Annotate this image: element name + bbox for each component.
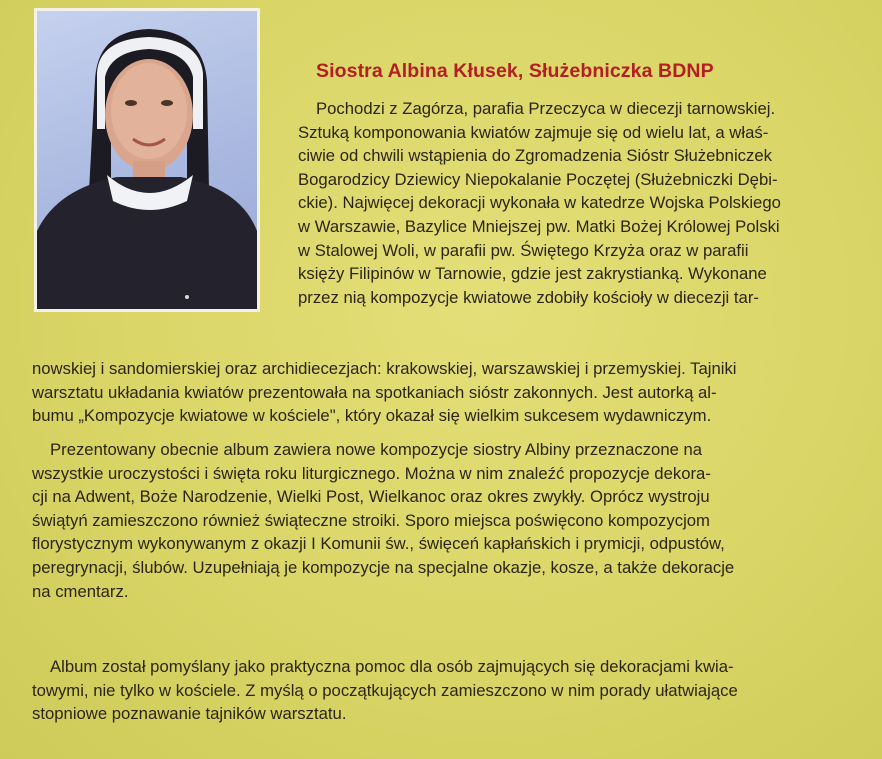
text-line: w Stalowej Woli, w parafii pw. Świętego Krzyża oraz w parafii bbox=[298, 240, 749, 260]
text-line: cji na Adwent, Boże Narodzenie, Wielki Post, Wielkanoc oraz okres zwykły. Oprócz wystroju bbox=[32, 487, 710, 507]
text-line: ckie). Najwięcej dekoracji wykonała w katedrze Wojska Polskiego bbox=[298, 193, 781, 213]
paragraph-2 bbox=[32, 438, 734, 603]
text-line: ciwie od chwili wstąpienia do Zgromadzenia Sióstr Służebniczek bbox=[298, 146, 772, 166]
paragraph-3 bbox=[32, 655, 738, 726]
text-line: na cmentarz. bbox=[32, 581, 129, 601]
text-line: wszystkie uroczystości i święta roku liturgicznego. Można w nim znaleźć propozycje dekora- bbox=[32, 463, 711, 483]
text-line: florystycznym wykonywanym z okazji I Komunii św., święceń kapłańskich i prymicji, odpustów, bbox=[32, 534, 725, 554]
text-line: Album został pomyślany jako praktyczna pomoc dla osób zajmujących się dekoracjami kwia- bbox=[50, 657, 734, 676]
text-line: księży Filipinów w Tarnowie, gdzie jest zakrystianką. Wykonane bbox=[298, 264, 767, 284]
paragraph-1-bottom bbox=[32, 357, 737, 428]
text-line: bumu „Kompozycje kwiatowe w kościele", który okazał się wielkim sukcesem wydawniczym. bbox=[32, 406, 712, 426]
author-name-heading: Siostra Albina Kłusek, Służebniczka BDNP bbox=[316, 60, 714, 82]
text-line: Bogarodzicy Dziewicy Niepokalanie Poczętej (Służebniczki Dębi- bbox=[298, 169, 778, 189]
text-line: stopniowe poznawanie tajników warsztatu. bbox=[32, 704, 347, 724]
text-line: świątyń zamieszczono również świąteczne stroiki. Sporo miejsca poświęcono kompozycjom bbox=[32, 510, 710, 530]
paragraph-1-top bbox=[298, 97, 781, 309]
text-line: Sztuką komponowania kwiatów zajmuje się od wielu lat, a właś- bbox=[298, 122, 769, 142]
text-line: towymi, nie tylko w kościele. Z myślą o początkujących zamieszczono w nim porady ułatwiające bbox=[32, 680, 738, 700]
text-line: w Warszawie, Bazylice Mniejszej pw. Matki Bożej Królowej Polski bbox=[298, 216, 780, 236]
text-line: przez nią kompozycje kwiatowe zdobiły kościoły w diecezji tar- bbox=[298, 287, 759, 307]
text-line: warsztatu układania kwiatów prezentowała na spotkaniach sióstr zakonnych. Jest autorką al- bbox=[32, 382, 717, 402]
text-line: nowskiej i sandomierskiej oraz archidiecezjach: krakowskiej, warszawskiej i przemyskiej. Tajniki bbox=[32, 359, 737, 378]
text-line: peregrynacji, ślubów. Uzupełniają je kompozycje na specjalne okazje, kosze, a także dekoracje bbox=[32, 557, 735, 577]
author-photo-frame bbox=[34, 8, 260, 312]
text-line: Prezentowany obecnie album zawiera nowe kompozycje siostry Albiny przeznaczone na bbox=[50, 440, 703, 459]
portrait-photo bbox=[37, 11, 257, 309]
text-line: Pochodzi z Zagórza, parafia Przeczyca w diecezji tarnowskiej. bbox=[316, 99, 776, 118]
portrait-illustration bbox=[37, 11, 257, 309]
